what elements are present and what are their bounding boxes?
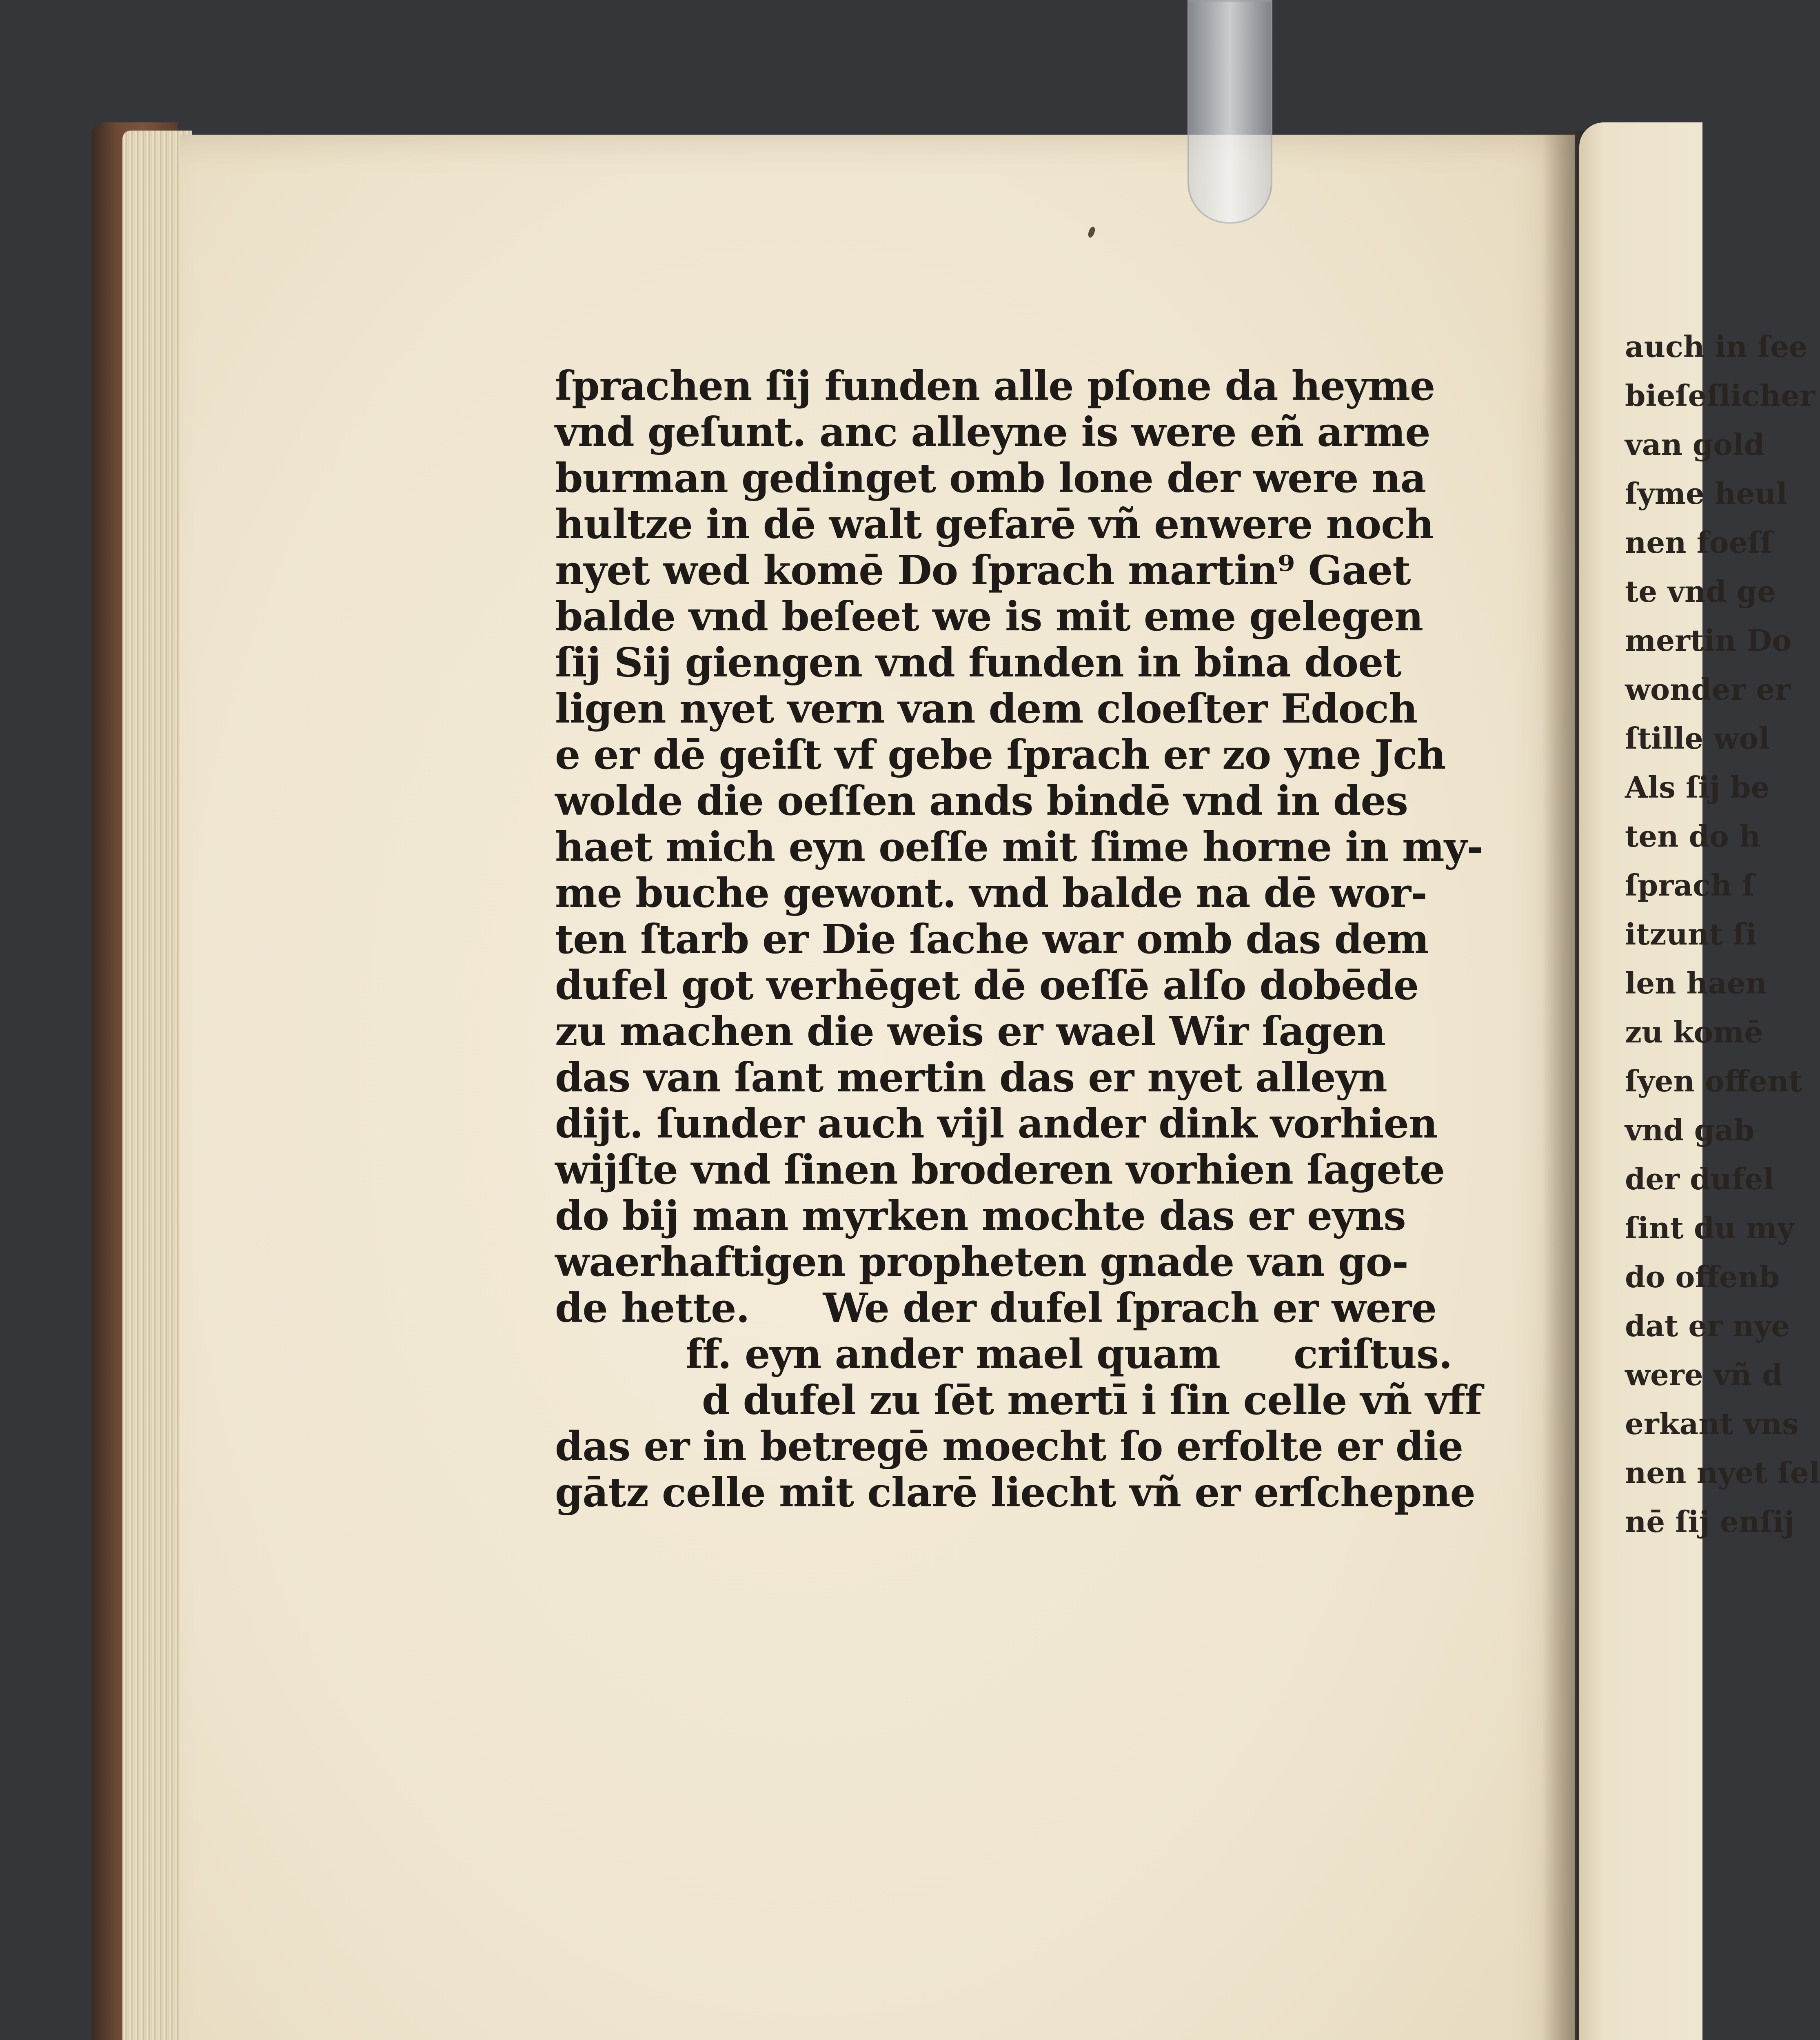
right-text-line: ſprach ſ	[1625, 868, 1755, 902]
text-line: waerhaftigen propheten gnade van go-	[555, 1239, 1408, 1286]
text-line: wijſte vnd ſinen broderen vorhien ſagete	[555, 1146, 1445, 1193]
page-clip-top	[1187, 0, 1272, 224]
text-line: gātz celle mit clarē liecht vñ er erſchepne	[555, 1469, 1475, 1516]
right-text-line: nē ſij enſij	[1625, 1504, 1795, 1539]
text-line: nyet wed komē Do ſprach martin⁹ Gaet	[555, 547, 1411, 594]
text-line-end: de hette.	[555, 1285, 750, 1332]
heading-part-b: criſtus.	[1293, 1331, 1452, 1378]
chapter-heading-line2	[555, 1331, 1452, 1378]
text-line: hultze in dē walt gefarē vñ enwere noch	[555, 501, 1434, 548]
right-text-line: te vnd ge	[1625, 574, 1776, 609]
text-line: dufel got verhēget dē oeſſē alſo dobēde	[555, 962, 1419, 1009]
text-line: dijt. ſunder auch vijl ander dink vorhien	[555, 1100, 1438, 1147]
text-line: vnd geſunt. anc alleyne is were eñ arme	[555, 409, 1430, 456]
text-line: zu machen die weis er wael Wir ſagen	[555, 1008, 1386, 1055]
chapter-heading: We der dufel ſprach er were	[823, 1285, 1437, 1332]
right-text-line: erkant vns	[1625, 1406, 1799, 1441]
right-page	[1579, 122, 1820, 2040]
text-line: burman gedinget omb lone der were na	[555, 455, 1426, 502]
right-text-line: wonder er	[1625, 672, 1791, 707]
heading-part-a: ff. eyn ander mael quam	[686, 1331, 1220, 1378]
text-line: ten ſtarb er Die ſache war omb das dem	[555, 916, 1429, 963]
right-text-line: itzunt ſi	[1625, 917, 1757, 951]
text-line-with-heading	[555, 1285, 1437, 1332]
right-text-line: dat er nye	[1625, 1308, 1790, 1343]
right-text-line: mertin Do	[1625, 623, 1792, 658]
right-text-line: Als ſij be	[1625, 770, 1770, 805]
text-line: ſij Sij giengen vnd funden in bina doet	[555, 639, 1401, 686]
page-text-block	[555, 363, 1483, 1516]
text-line: ſprachen ſij funden alle pſone da heyme	[555, 363, 1435, 410]
right-text-line: der dufel	[1625, 1162, 1774, 1196]
right-text-line: bieſeſlicher	[1625, 378, 1815, 413]
right-text-line: do offenb	[1625, 1259, 1780, 1294]
text-line: das er in betregē moecht ſo erfolte er die	[555, 1423, 1463, 1470]
text-line: me buche gewont. vnd balde na dē wor-	[555, 870, 1427, 917]
right-text-line: van gold	[1625, 427, 1765, 462]
text-line: do bij man myrken mochte das er eyns	[555, 1193, 1406, 1240]
right-text-line: len haen	[1625, 966, 1767, 1000]
text-line: haet mich eyn oeſſe mit ſime horne in my-	[555, 824, 1483, 871]
right-text-line: nen foeſſ	[1625, 525, 1773, 560]
right-text-line: vnd gab	[1625, 1113, 1754, 1147]
text-line: e er dē geiſt vf gebe ſprach er zo yne Jch	[555, 732, 1446, 778]
right-text-line: auch in ſee	[1625, 329, 1808, 364]
text-line: das van ſant mertin das er nyet alleyn	[555, 1054, 1387, 1101]
right-text-line: ſyen offent	[1625, 1064, 1802, 1098]
right-text-line: zu komē	[1625, 1015, 1763, 1049]
right-text-line: ten do h	[1625, 819, 1761, 854]
right-text-line: nen nyet ſel	[1625, 1455, 1820, 1490]
right-text-line: ſint du my	[1625, 1211, 1794, 1245]
right-text-line: ſyme heul	[1625, 476, 1787, 511]
text-line: balde vnd beſeet we is mit eme gelegen	[555, 593, 1423, 640]
right-page-text	[1625, 322, 1820, 1546]
text-line-initial: d dufel zu ſēt mertī i ſin celle vñ vff	[702, 1377, 1482, 1424]
right-text-line: ſtille wol	[1625, 721, 1770, 756]
text-line: wolde die oeſſen ands bindē vnd in des	[555, 778, 1408, 825]
text-line: ligen nyet vern van dem cloeſter Edoch	[555, 685, 1418, 732]
right-text-line: were vñ d	[1625, 1357, 1783, 1392]
